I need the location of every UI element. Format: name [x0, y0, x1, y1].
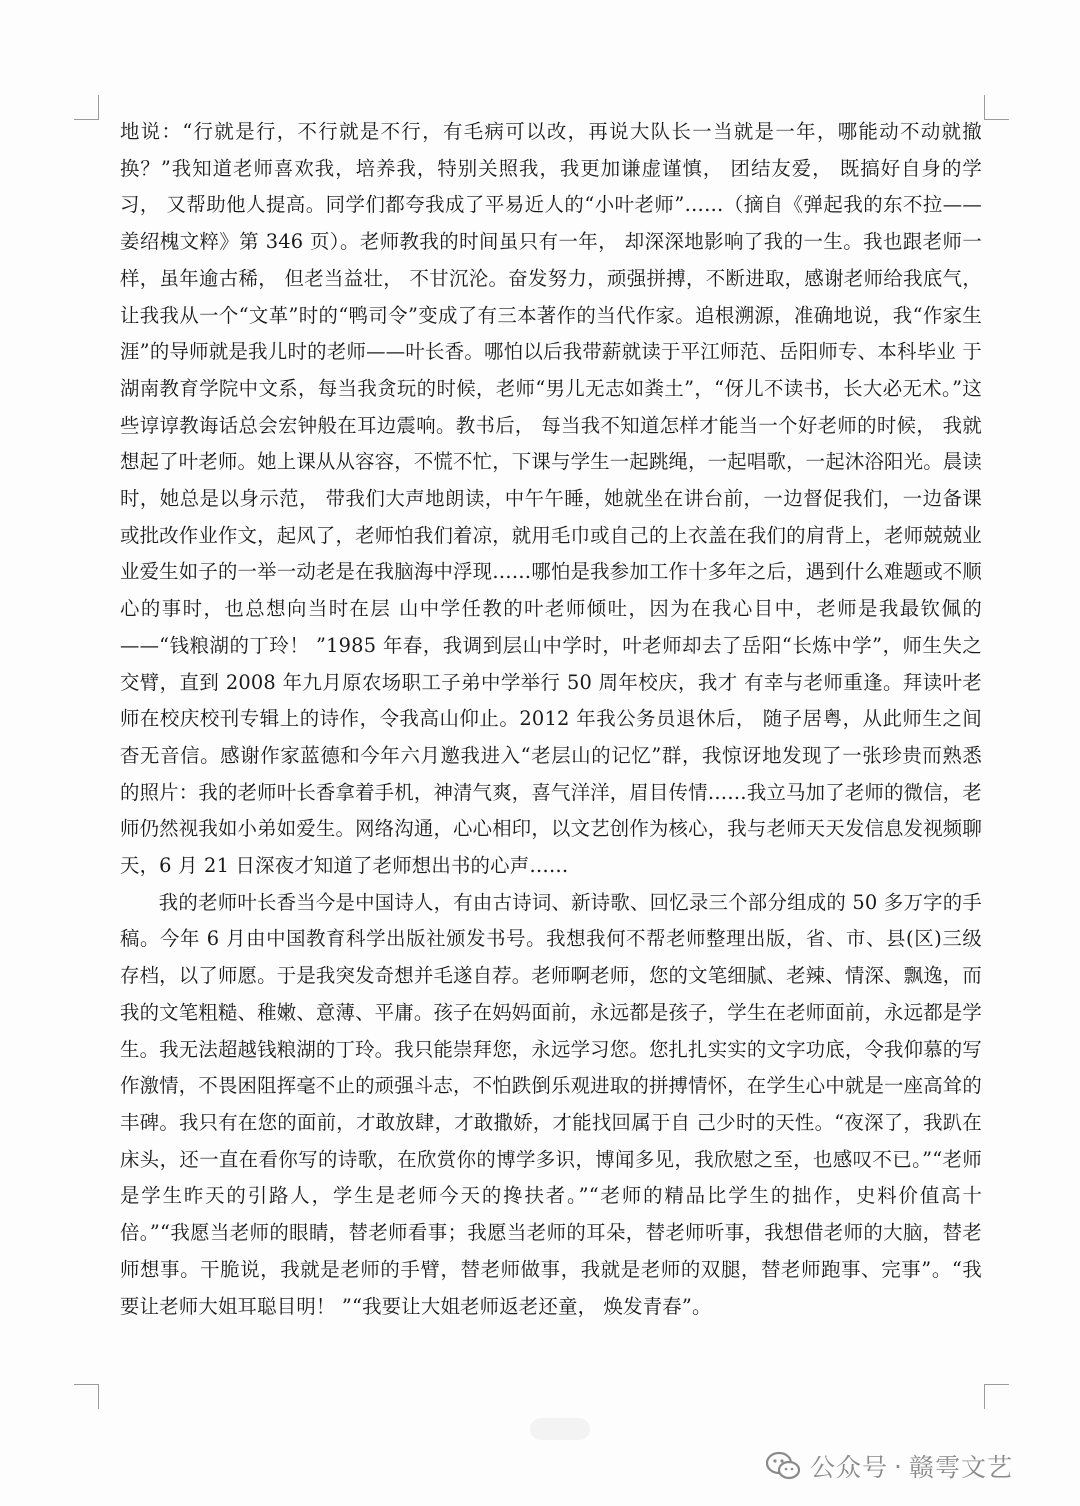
watermark-platform: 公众号 — [810, 1453, 889, 1482]
page-scroll-indicator — [530, 1418, 590, 1440]
paragraph-2: 我的老师叶长香当今是中国诗人，有由古诗词、新诗歌、回忆录三个部分组成的 50 多万字的手稿。今年 6 月由中国教育科学出版社颁发书号。我想我何不帮老师整理出版，省、市、县(区)三级存档，以了师愿。于是我突发奇想并毛遂自荐。老师啊老师，您的文笔细腻、老辣、情深、飘逸，而我的文笔粗糙、稚嫩、意薄、平庸。孩子在妈妈面前，永远都是孩子，学生在老师面前，永远都是学生。我无法超越钱粮湖的丁玲。我只能崇拜您，永远学习您。您扎扎实实的文字功底，令我仰慕的写作激情，不畏困阻挥毫不止的顽强斗志，不怕跌倒乐观进取的拼搏情怀，在学生心中就是一座高耸的丰碑。我只有在您的面前，才敢放肆，才敢撒娇，才能找回属于自 己少时的天性。“夜深了，我趴在床头，还一直在看你写的诗歌，在欣赏你的博学多识，博闻多见，我欣慰之至，也感叹不已。”“老师是学生昨天的引路人，学生是老师今天的搀扶者。”“老师的精品比学生的拙作，史料价值高十倍。”“我愿当老师的眼睛，替老师看事；我愿当老师的耳朵，替老师听事，我想借老师的大脑，替老师想事。干脆说，我就是老师的手臂，替老师做事，我就是老师的双腿，替老师跑事、完事”。“我要让老师大姐耳聪目明！ ”“我要让大姐老师返老还童， 焕发青春”。 — [120, 890, 982, 1318]
paragraph-1: 地说：“行就是行，不行就是不行，有毛病可以改，再说大队长一当就是一年，哪能动不动就撤换？”我知道老师喜欢我，培养我，特别关照我，我更加谦虚谨慎， 团结友爱， 既搞好自身的学习， 又帮助他人提高。同学们都夸我成了平易近人的“小叶老师”……（摘自《弹起我的东不拉——姜绍槐文粹》第 346 页）。老师教我的时间虽只有一年， 却深深地影响了我的一生。我也跟老师一样，虽年逾古稀， 但老当益壮， 不甘沉沦。奋发努力，顽强拼搏，不断进取，感谢老师给我底气，让我我从一个“文革”时的“鸭司令”变成了有三本著作的当代作家。追根溯源，准确地说，我“作家生涯”的导师就是我儿时的老师——叶长香。哪怕以后我带薪就读于平江师范、岳阳师专、本科毕业 于湖南教育学院中文系，每当我贪玩的时候，老师“男儿无志如粪土”，“伢儿不读书，长大必无术。”这些谆谆教诲话总会宏钟般在耳边震响。教书后， 每当我不知道怎样才能当一个好老师的时候， 我就想起了叶老师。她上课从从容容，不慌不忙，下课与学生一起跳绳，一起唱歌，一起沐浴阳光。晨读时，她总是以身示范， 带我们大声地朗读，中午午睡，她就坐在讲台前，一边督促我们，一边备课或批改作业作文，起风了，老师怕我们着凉，就用毛巾或自己的上衣盖在我们的肩背上，老师兢兢业业爱生如子的一举一动老是在我脑海中浮现……哪怕是我参加工作十多年之后，遇到什么难题或不顺心的事时，也总想向当时在层 山中学任教的叶老师倾吐，因为在我心目中，老师是我最钦佩的 ——“钱粮湖的丁玲！ ”1985 年春，我调到层山中学时，叶老师却去了岳阳“长炼中学”，师生失之交臂，直到 2008 年九月原农场职工子弟中学举行 50 周年校庆，我才 有幸与老师重逢。拜读叶老师在校庆校刊专辑上的诗作，令我高山仰止。2012 年我公务员退休后， 随子居粤，从此师生之间杳无音信。感谢作家蓝德和今年六月邀我进入“老层山的记忆”群，我惊讶地发现了一张珍贵而熟悉的照片：我的老师叶长香拿着手机，神清气爽，喜气洋洋，眉目传情……我立马加了老师的微信，老师仍然视我如小弟如爱生。网络沟通，心心相印，以文艺创作为核心，我与老师天天发信息发视频聊天，6 月 21 日深夜才知道了老师想出书的心声…… — [120, 120, 982, 878]
wechat-official-account-icon — [766, 1451, 800, 1481]
source-watermark — [766, 1444, 1013, 1488]
crop-mark-bottom-right — [984, 1384, 1009, 1409]
crop-mark-bottom-left — [74, 1384, 99, 1409]
crop-mark-top-left — [74, 95, 99, 120]
crop-mark-top-right — [984, 95, 1009, 120]
article-body — [120, 114, 982, 1325]
watermark-account: 赣雩文艺 — [908, 1453, 1013, 1482]
watermark-separator: · — [894, 1451, 903, 1481]
